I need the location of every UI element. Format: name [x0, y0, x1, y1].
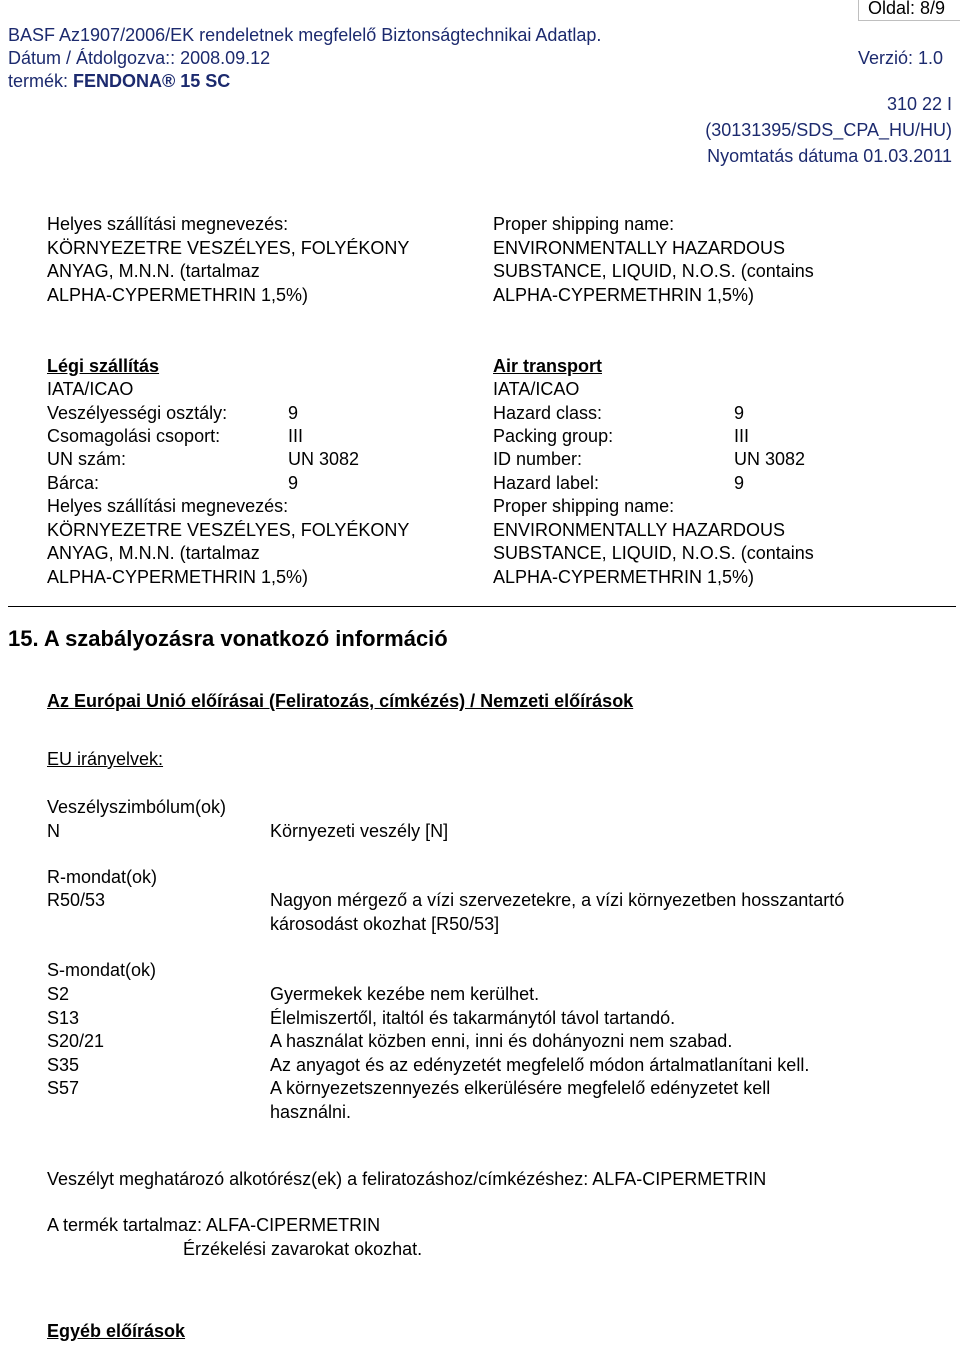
- packing-group-value-en: III: [734, 426, 750, 446]
- shipping-line: Helyes szállítási megnevezés:: [47, 214, 289, 234]
- s-phrase-code: S57: [47, 1078, 80, 1098]
- product-code: 310 22 I: [886, 94, 952, 114]
- un-number-label-hu: UN szám:: [47, 449, 127, 469]
- section-15-heading: 15. A szabályozásra vonatkozó információ: [8, 626, 448, 651]
- s-phrase-code: S35: [47, 1054, 80, 1075]
- id-number-label-en: ID number:: [493, 449, 583, 469]
- s-phrase-code: S20/21: [47, 1031, 105, 1051]
- r-phrase-code: R50/53: [47, 890, 106, 910]
- s-phrase-texts: [270, 983, 809, 1124]
- revision-date: Dátum / Átdolgozva:: 2008.09.12: [8, 48, 271, 68]
- s-phrases-label: S-mondat(ok): [47, 960, 157, 980]
- shipping-line: Helyes szállítási megnevezés:: [47, 496, 289, 516]
- hazard-class-label-hu: Veszélyességi osztály:: [47, 403, 228, 423]
- s-phrase-codes: [47, 983, 104, 1101]
- s-phrase-text: Az anyagot és az edényzetét megfelelő módon ártalmatlanítani kell.: [270, 1054, 810, 1075]
- label-value-hu: 9: [288, 473, 299, 493]
- id-number-value-en: UN 3082: [734, 449, 806, 469]
- shipping-name-hu-block: [47, 213, 409, 307]
- shipping-line: ENVIRONMENTALLY HAZARDOUS: [493, 237, 786, 258]
- shipping-line: ANYAG, M.N.N. (tartalmaz: [47, 543, 260, 563]
- product-name: FENDONA® 15 SC: [73, 71, 231, 91]
- r-phrase-text: [270, 889, 844, 936]
- shipping-line: Proper shipping name:: [493, 496, 675, 516]
- page-number: Oldal: 8/9: [868, 0, 946, 18]
- r-phrases-label: R-mondat(ok): [47, 867, 158, 887]
- shipping-line: KÖRNYEZETRE VESZÉLYES, FOLYÉKONY: [47, 237, 410, 258]
- eu-directives-label: EU irányelvek:: [47, 749, 164, 769]
- r-phrase-line: Nagyon mérgező a vízi szervezetekre, a vízi környezetben hosszantartó: [270, 890, 845, 910]
- sensory-note: Érzékelési zavarokat okozhat.: [183, 1239, 423, 1259]
- product-contains: A termék tartalmaz: ALFA-CIPERMETRIN: [47, 1215, 381, 1235]
- packing-group-label-en: Packing group:: [493, 426, 614, 446]
- hazard-components: Veszélyt meghatározó alkotórész(ek) a feliratozáshoz/címkézéshez: ALFA-CIPERMETRIN: [47, 1169, 767, 1189]
- s-phrase-text: A használat közben enni, inni és dohányozni nem szabad.: [270, 1031, 733, 1051]
- shipping-line: ALPHA-CYPERMETHRIN 1,5%): [493, 566, 755, 587]
- shipping-line: SUBSTANCE, LIQUID, N.O.S. (contains: [493, 261, 814, 281]
- eu-regulations-subheading: Az Európai Unió előírásai (Feliratozás, címkézés) / Nemzeti előírások: [47, 691, 634, 711]
- s-phrase-code: S13: [47, 1007, 80, 1028]
- document-id: (30131395/SDS_CPA_HU/HU): [705, 120, 952, 140]
- air-transport-en-title: Air transport: [493, 356, 603, 376]
- air-shipping-name-hu: [47, 495, 409, 589]
- hazard-label-value-en: 9: [734, 473, 745, 493]
- hazard-class-label-en: Hazard class:: [493, 403, 603, 423]
- shipping-line: ENVIRONMENTALLY HAZARDOUS: [493, 519, 786, 540]
- shipping-name-en-block: [493, 213, 814, 307]
- un-number-value-hu: UN 3082: [288, 449, 360, 469]
- packing-group-value-hu: III: [288, 426, 304, 446]
- s-phrase-text: használni.: [270, 1101, 352, 1122]
- shipping-line: KÖRNYEZETRE VESZÉLYES, FOLYÉKONY: [47, 519, 410, 540]
- hazard-symbol-text: Környezeti veszély [N]: [270, 821, 449, 841]
- air-transport-hu-title: Légi szállítás: [47, 356, 160, 376]
- section-divider: [8, 606, 956, 607]
- hazard-class-value-hu: 9: [288, 403, 299, 423]
- air-org-en: IATA/ICAO: [493, 379, 580, 399]
- label-label-hu: Bárca:: [47, 473, 100, 493]
- s-phrase-text: A környezetszennyezés elkerülésére megfelelő edényzetet kell: [270, 1078, 771, 1098]
- s-phrase-text: Élelmiszertől, italtól és takarmánytól távol tartandó.: [270, 1007, 676, 1028]
- shipping-line: ANYAG, M.N.N. (tartalmaz: [47, 261, 260, 281]
- shipping-line: Proper shipping name:: [493, 214, 675, 234]
- hazard-label-label-en: Hazard label:: [493, 473, 600, 493]
- shipping-line: ALPHA-CYPERMETHRIN 1,5%): [493, 284, 755, 305]
- hazard-symbol-code: N: [47, 821, 60, 841]
- hazard-class-value-en: 9: [734, 403, 745, 423]
- print-date: Nyomtatás dátuma 01.03.2011: [707, 146, 952, 166]
- air-shipping-name-en: [493, 495, 814, 589]
- s-phrase-text: Gyermekek kezébe nem kerülhet.: [270, 984, 540, 1004]
- shipping-line: SUBSTANCE, LIQUID, N.O.S. (contains: [493, 543, 814, 563]
- product-line: [8, 70, 230, 93]
- shipping-line: ALPHA-CYPERMETHRIN 1,5%): [47, 284, 309, 305]
- shipping-line: ALPHA-CYPERMETHRIN 1,5%): [47, 566, 309, 587]
- packing-group-label-hu: Csomagolási csoport:: [47, 426, 221, 446]
- hazard-symbols-label: Veszélyszimbólum(ok): [47, 797, 227, 817]
- version: Verzió: 1.0: [858, 48, 944, 68]
- product-label: termék:: [8, 71, 74, 91]
- other-regulations-heading: Egyéb előírások: [47, 1321, 186, 1341]
- air-org-hu: IATA/ICAO: [47, 379, 134, 399]
- r-phrase-line: károsodást okozhat [R50/53]: [270, 913, 500, 934]
- s-phrase-code: S2: [47, 984, 70, 1004]
- regulation-title: BASF Az1907/2006/EK rendeletnek megfelelő Biztonságtechnikai Adatlap.: [8, 25, 602, 45]
